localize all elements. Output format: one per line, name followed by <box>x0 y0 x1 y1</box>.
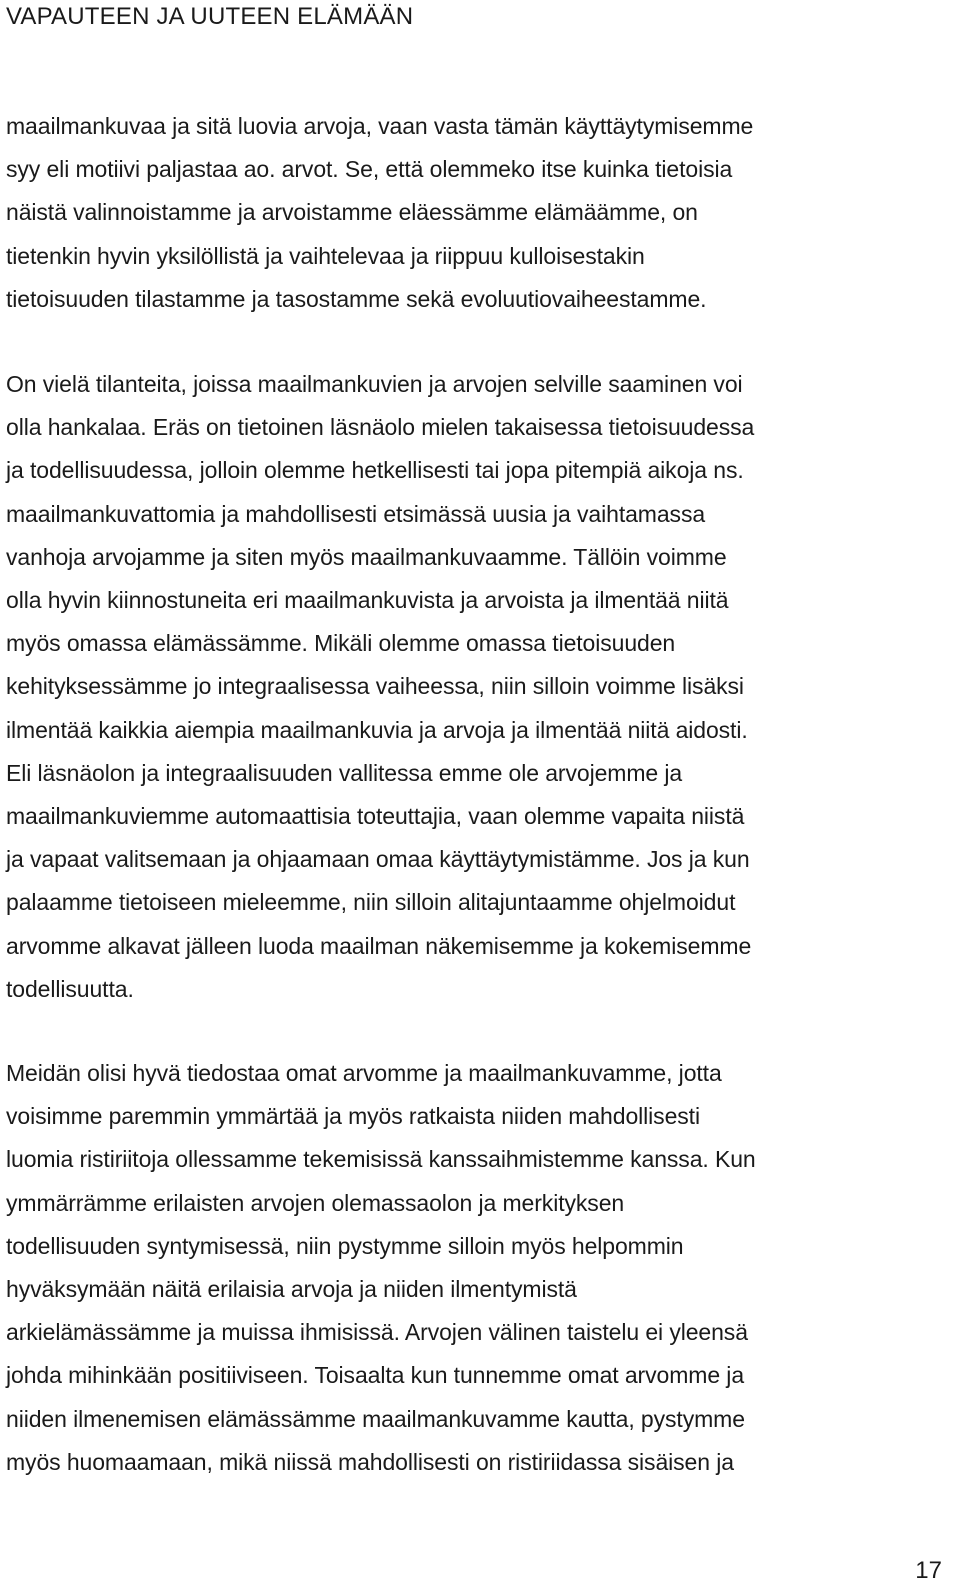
text-line: tietoisuuden tilastamme ja tasostamme sekä evoluutiovaiheestamme. <box>6 285 707 312</box>
text-line: Meidän olisi hyvä tiedostaa omat arvomme ja maailmankuvamme, jotta <box>6 1060 722 1086</box>
text-line: ilmentää kaikkia aiempia maailmankuvia ja arvoja ja ilmentää niitä aidosti. <box>6 716 748 743</box>
text-line: kehityksessämme jo integraalisessa vaiheessa, niin silloin voimme lisäksi <box>6 673 744 700</box>
text-line: todellisuutta. <box>6 975 134 1002</box>
text-line: johda mihinkään positiiviseen. Toisaalta kun tunnemme omat arvomme ja <box>6 1362 745 1389</box>
text-line: voisimme paremmin ymmärtää ja myös ratkaista niiden mahdollisesti <box>6 1103 700 1130</box>
text-line: maailmankuvaa ja sitä luovia arvoja, vaan vasta tämän käyttäytymisemme <box>6 113 754 139</box>
text-line: ymmärrämme erilaisten arvojen olemassaolon ja merkityksen <box>6 1189 625 1216</box>
text-line: niiden ilmenemisen elämässämme maailmankuvamme kautta, pystymme <box>6 1405 745 1432</box>
text-line: maailmankuvattomia ja mahdollisesti etsimässä uusia ja vaihtamassa <box>6 500 706 527</box>
text-line: maailmankuviemme automaattisia toteuttajia, vaan olemme vapaita niistä <box>6 803 745 829</box>
text-line: On vielä tilanteita, joissa maailmankuvien ja arvojen selville saaminen voi <box>6 371 743 397</box>
text-line: luomia ristiriitoja ollessamme tekemisissä kanssaihmistemme kanssa. Kun <box>6 1146 756 1173</box>
running-header: VAPAUTEEN JA UUTEEN ELÄMÄÄN <box>6 3 414 30</box>
text-line: Eli läsnäolon ja integraalisuuden vallitessa emme ole arvojemme ja <box>6 759 683 786</box>
text-line: vanhoja arvojamme ja siten myös maailmankuvaamme. Tällöin voimme <box>6 543 727 570</box>
page-number: 17 <box>915 1557 942 1584</box>
text-line: näistä valinnoistamme ja arvoistamme eläessämme elämäämme, on <box>6 199 698 226</box>
text-line: syy eli motiivi paljastaa ao. arvot. Se, että olemmeko itse kuinka tietoisia <box>6 156 733 183</box>
text-line: myös huomaamaan, mikä niissä mahdollisesti on ristiriidassa sisäisen ja <box>6 1448 734 1475</box>
text-line: olla hankalaa. Eräs on tietoinen läsnäolo mielen takaisessa tietoisuudessa <box>6 414 755 441</box>
text-line: tietenkin hyvin yksilöllistä ja vaihtelevaa ja riippuu kulloisestakin <box>6 242 645 269</box>
text-line: olla hyvin kiinnostuneita eri maailmankuvista ja arvoista ja ilmentää niitä <box>6 587 729 613</box>
text-line: palaamme tietoiseen mieleemme, niin silloin alitajuntaamme ohjelmoidut <box>6 889 736 916</box>
text-line: myös omassa elämässämme. Mikäli olemme omassa tietoisuuden <box>6 630 676 657</box>
text-line: ja todellisuudessa, jolloin olemme hetkellisesti tai jopa pitempiä aikoja ns. <box>6 457 744 484</box>
text-line: arvomme alkavat jälleen luoda maailman näkemisemme ja kokemisemme <box>6 932 752 959</box>
text-line: todellisuuden syntymisessä, niin pystymme silloin myös helpommin <box>6 1232 684 1259</box>
text-line: ja vapaat valitsemaan ja ohjaamaan omaa käyttäytymistämme. Jos ja kun <box>6 846 750 873</box>
text-line: arkielämässämme ja muissa ihmisissä. Arvojen välinen taistelu ei yleensä <box>6 1319 748 1346</box>
text-line: hyväksymään näitä erilaisia arvoja ja niiden ilmentymistä <box>6 1276 577 1302</box>
